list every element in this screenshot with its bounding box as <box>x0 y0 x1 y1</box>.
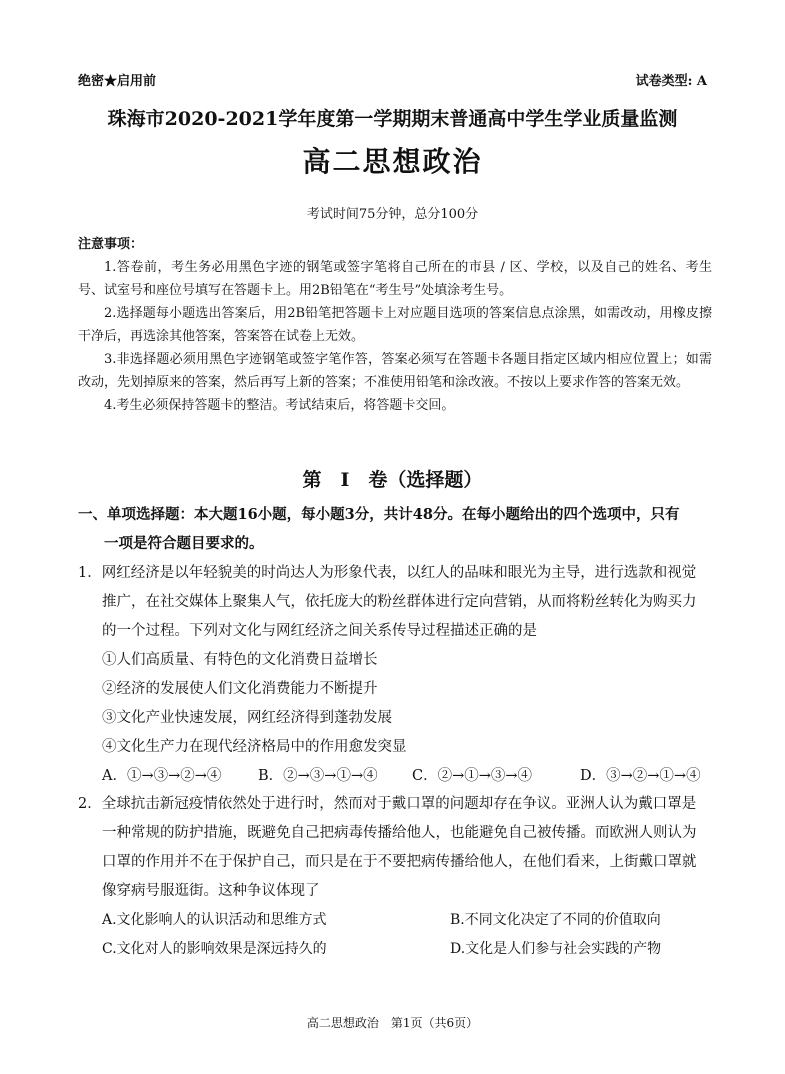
question-2-option-c: C.文化对人的影响效果是深远持久的 <box>102 941 327 957</box>
note-item-2: 2.选择题每小题选出答案后，用2B铅笔把答题卡上对应题目选项的答案信息点涂黑，如需改动，用橡皮擦干净后，再选涂其他答案，答案答在试卷上无效。 <box>78 306 712 344</box>
notes-list <box>78 256 712 417</box>
question-1-options <box>78 762 718 791</box>
question-2-stem-line1: 2．全球抗击新冠疫情依然处于进行时，然而对于戴口罩的问题却存在争议。亚洲人认为戴口罩是 <box>78 796 697 812</box>
paper-type-label: 试卷类型: A <box>635 74 707 89</box>
question-1-stem-line1: 1．网红经济是以年轻貌美的时尚达人为形象代表，以红人的品味和眼光为主导，进行选款和视觉 <box>78 565 697 581</box>
question-1-stem-line3: 的一个过程。下列对文化与网红经济之间关系传导过程描述正确的是 <box>102 623 537 639</box>
question-1-item-1: ①人们高质量、有特色的文化消费日益增长 <box>102 652 378 668</box>
question-2-options-row1 <box>78 906 718 935</box>
page-footer: 高二思想政治 第1页（共6页） <box>306 1016 479 1030</box>
header-line <box>78 70 707 88</box>
question-1-item-3: ③文化产业快速发展，网红经济得到蓬勃发展 <box>102 710 392 726</box>
question-2-option-a: A.文化影响人的认识活动和思维方式 <box>102 912 327 928</box>
question-1-item-4: ④文化生产力在现代经济格局中的作用愈发突显 <box>102 739 407 755</box>
note-item-4: 4.考生必须保持答题卡的整洁。考试结束后，将答题卡交回。 <box>104 398 455 413</box>
question-2-option-d: D.文化是人们参与社会实践的产物 <box>450 941 662 957</box>
question-2-stem-line4: 像穿病号服逛街。这种争议体现了 <box>102 883 320 899</box>
subject-title: 高二思想政治 <box>302 145 483 178</box>
notes-title: 注意事项： <box>78 237 144 252</box>
question-1-stem-line2: 推广，在社交媒体上聚集人气，依托庞大的粉丝群体进行定向营销，从而将粉丝转化为购买力 <box>102 594 697 610</box>
note-item-3: 3.非选择题必须用黑色字迹钢笔或签字笔作答，答案必须写在答题卡各题目指定区域内相应位置上；如需改动，先划掉原来的答案，然后再写上新的答案；不准使用铅笔和涂改液。不按以上要求作答的答案无效。 <box>78 352 712 390</box>
question-1-option-d: D．③→②→①→④ <box>580 768 701 784</box>
question-2 <box>78 790 718 964</box>
exam-main-title: 珠海市2020-2021学年度第一学期期末普通高中学生学业质量监测 <box>107 108 678 130</box>
secret-label: 绝密★启用前 <box>78 74 157 89</box>
question-2-stem-line2: 一种常规的防护措施，既避免自己把病毒传播给他人，也能避免自己被传播。而欧洲人则认为 <box>102 825 697 841</box>
question-1-item-2: ②经济的发展使人们文化消费能力不断提升 <box>102 681 378 697</box>
part-instructions-line2: 一项是符合题目要求的。 <box>104 535 264 552</box>
question-1-option-b: B．②→③→①→④ <box>258 768 378 784</box>
question-2-stem-line3: 口罩的作用并不在于保护自己，而只是在于不要把病传播给他人，在他们看来，上街戴口罩就 <box>102 854 697 870</box>
question-2-options-row2 <box>78 935 718 964</box>
part-instructions-line1: 一、单项选择题：本大题16小题，每小题3分，共计48分。在每小题给出的四个选项中，只有 <box>78 506 680 523</box>
part-instructions <box>78 500 718 558</box>
question-1 <box>78 559 718 791</box>
question-1-option-a: A．①→③→②→④ <box>102 768 222 784</box>
question-1-option-c: C．②→①→③→④ <box>412 768 533 784</box>
question-2-option-b: B.不同文化决定了不同的价值取向 <box>450 912 661 928</box>
section-title: 第 Ⅰ 卷（选择题） <box>302 469 483 491</box>
exam-time-info: 考试时间75分钟，总分100分 <box>306 207 479 222</box>
note-item-1: 1.答卷前，考生务必用黑色字迹的钢笔或签字笔将自己所在的市县 / 区、学校，以及自己的姓名、考生号、试室号和座位号填写在答题卡上。用2B铅笔在“考生号”处填涂考生号。 <box>78 260 712 298</box>
